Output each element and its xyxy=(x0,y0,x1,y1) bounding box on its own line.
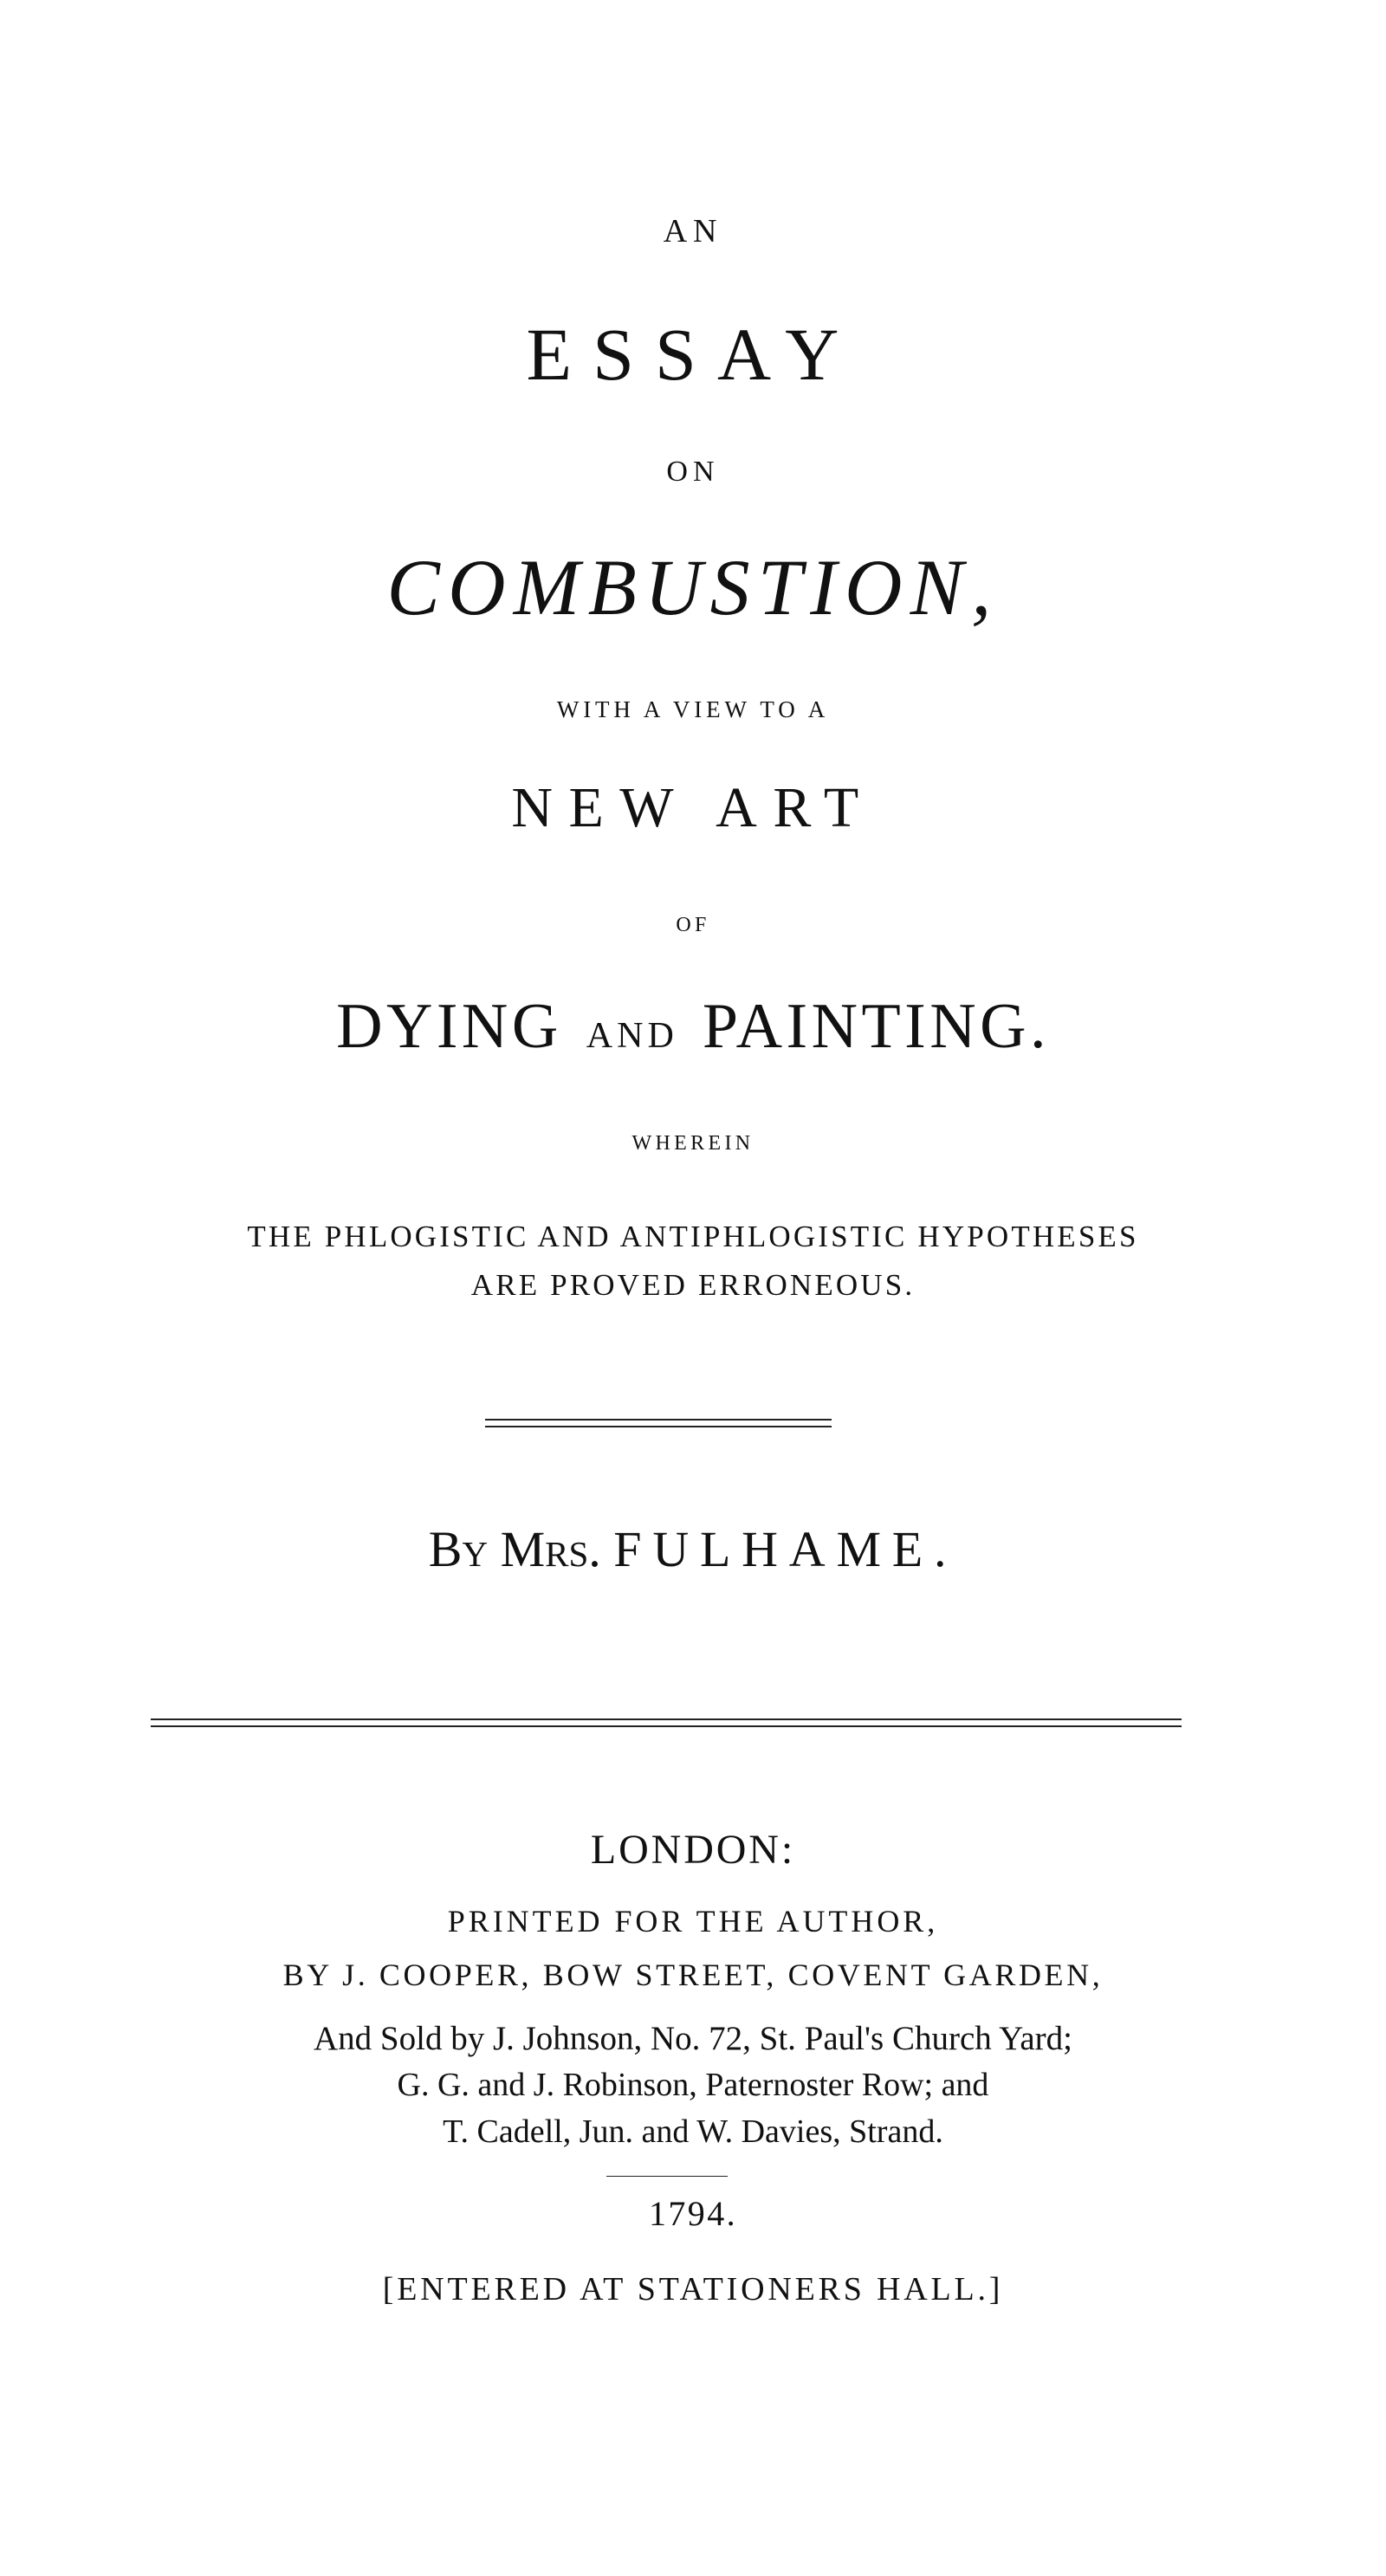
author-name: FULHAME. xyxy=(613,1521,958,1577)
imprint-year: 1794. xyxy=(649,2194,737,2233)
title-line-new-art: NEW ART xyxy=(511,776,875,839)
and-word: AND xyxy=(586,1016,678,1056)
divider-long-double xyxy=(151,1718,1182,1727)
imprint-london: LONDON: xyxy=(590,1827,796,1873)
author-by: By xyxy=(428,1521,489,1577)
title-line-on: ON xyxy=(666,456,720,488)
subtitle-hypotheses: THE PHLOGISTIC AND ANTIPHLOGISTIC HYPOTHESES xyxy=(247,1220,1139,1253)
painting-word: PAINTING. xyxy=(702,991,1050,1062)
divider-year xyxy=(606,2176,728,2177)
imprint-cooper: BY J. COOPER, BOW STREET, COVENT GARDEN, xyxy=(282,1958,1104,1992)
imprint-printed-for: PRINTED FOR THE AUTHOR, xyxy=(447,1904,939,1938)
dying-word: DYING xyxy=(336,991,562,1062)
imprint-johnson: And Sold by J. Johnson, No. 72, St. Paul's Church Yard; xyxy=(314,2020,1072,2057)
title-line-combustion: COMBUSTION, xyxy=(386,543,1000,631)
author-title: Mrs. xyxy=(500,1521,601,1577)
title-line-of: OF xyxy=(676,914,710,936)
subtitle-with-a-view: WITH A VIEW TO A xyxy=(556,696,830,722)
author-line xyxy=(0,1521,1386,1577)
title-line-an: AN xyxy=(663,213,723,249)
subtitle-wherein: WHEREIN xyxy=(631,1132,755,1155)
subtitle-erroneous: ARE PROVED ERRONEOUS. xyxy=(470,1268,916,1302)
title-line-dying-painting xyxy=(0,991,1386,1062)
imprint-entered: [ENTERED AT STATIONERS HALL.] xyxy=(382,2271,1004,2307)
divider-short-double xyxy=(485,1419,832,1427)
imprint-robinson: G. G. and J. Robinson, Paternoster Row; and xyxy=(397,2067,989,2103)
imprint-cadell: T. Cadell, Jun. and W. Davies, Strand. xyxy=(443,2113,943,2150)
title-line-essay: ESSAY xyxy=(526,313,860,396)
